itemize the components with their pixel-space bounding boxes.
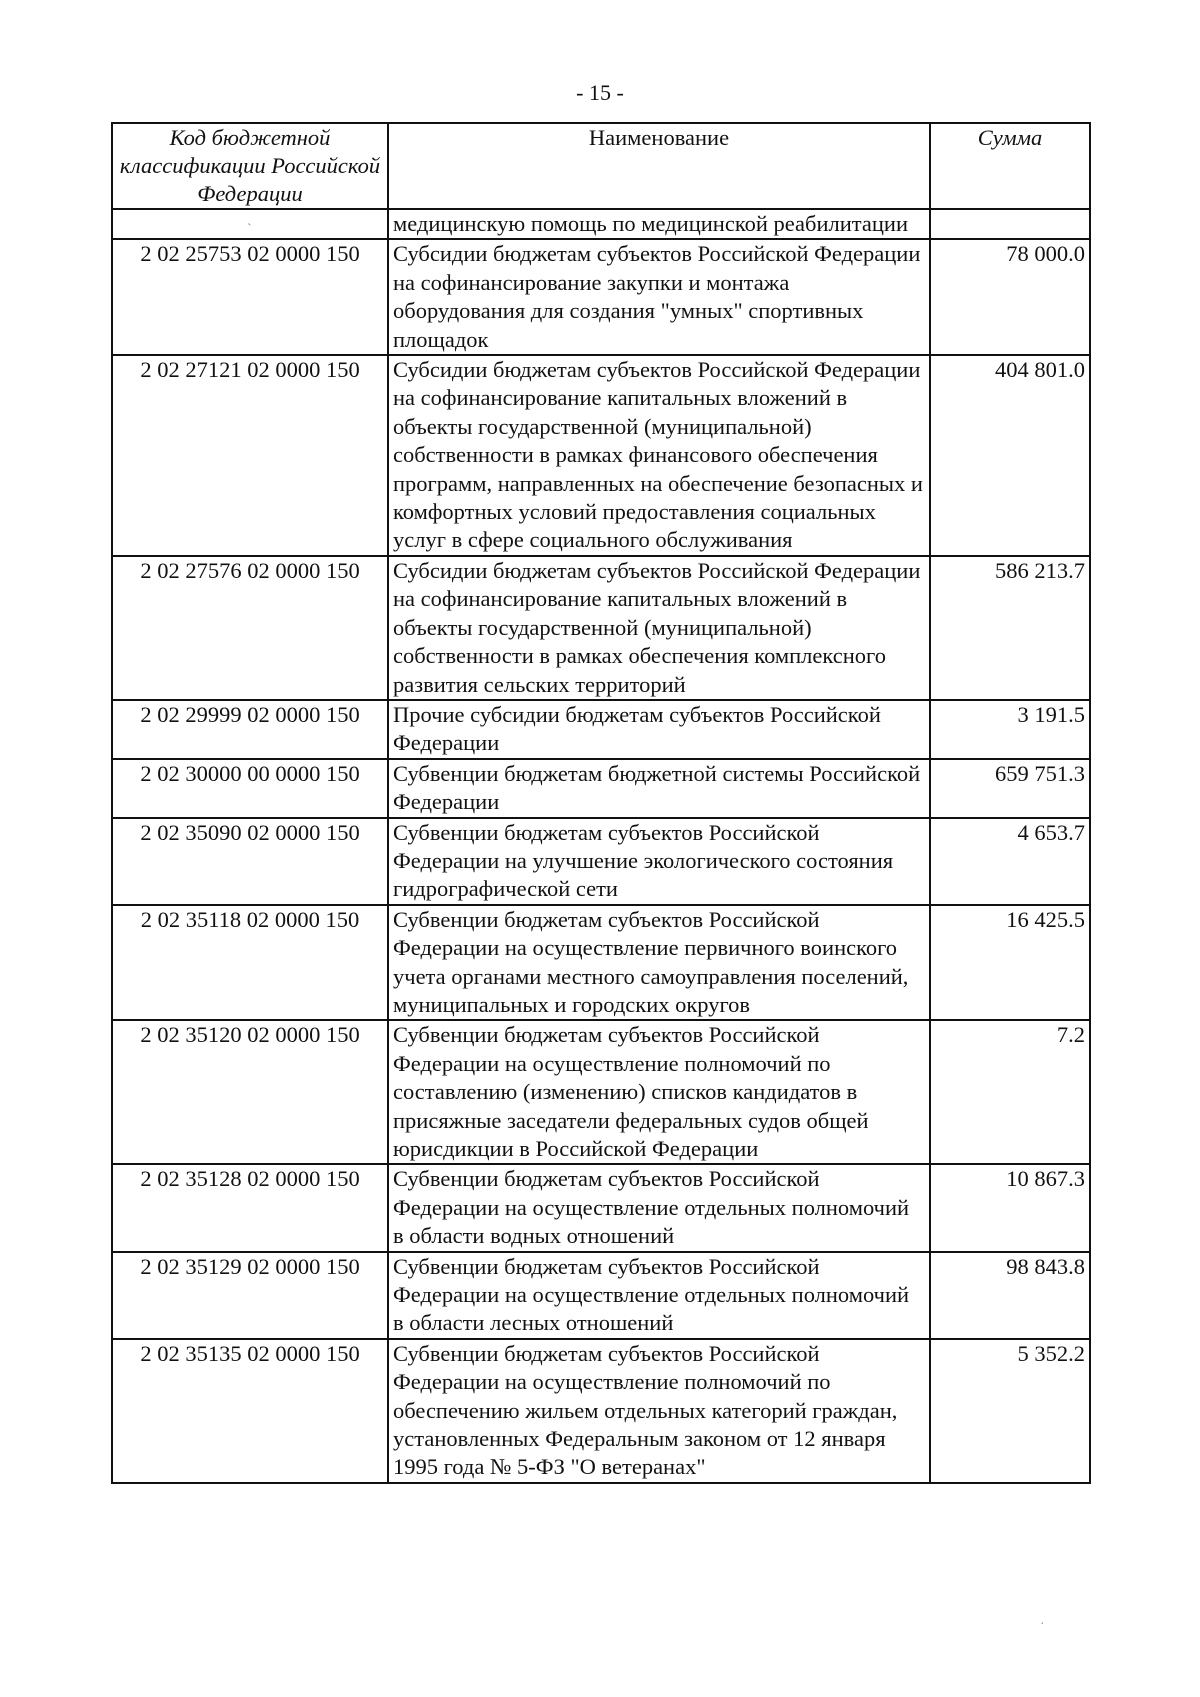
row-sum: 16 425.5	[930, 905, 1090, 1021]
table-row	[112, 1339, 1090, 1483]
row-sum: 586 213.7	[930, 556, 1090, 700]
table-row	[112, 239, 1090, 355]
row-code: 2 02 35128 02 0000 150	[112, 1164, 388, 1251]
page-number: - 15 -	[576, 80, 624, 105]
row-sum	[930, 209, 1090, 239]
row-sum: 659 751.3	[930, 759, 1090, 818]
row-code: 2 02 27121 02 0000 150	[112, 355, 388, 556]
table-row	[112, 700, 1090, 759]
row-code: 2 02 30000 00 0000 150	[112, 759, 388, 818]
row-name: Субвенции бюджетам субъектов Российской Федерации на осуществление отдельных полномочий в области водных отношений	[388, 1164, 930, 1251]
row-name: Субвенции бюджетам субъектов Российской Федерации на улучшение экологического состояния гидрографической сети	[388, 818, 930, 905]
table-row	[112, 1252, 1090, 1339]
row-name: Субсидии бюджетам субъектов Российской Федерации на софинансирование закупки и монтажа оборудования для создания "умных" спортивных площадок	[388, 239, 930, 355]
row-name: Субвенции бюджетам субъектов Российской Федерации на осуществление полномочий по составлению (изменению) списков кандидатов в присяжные заседатели федеральных судов общей юрисдикции в Российской Федерации	[388, 1020, 930, 1164]
row-code: 2 02 35118 02 0000 150	[112, 905, 388, 1021]
scan-artifact-dot: ·	[1040, 1617, 1045, 1632]
row-sum: 7.2	[930, 1020, 1090, 1164]
header-sum: Сумма	[930, 123, 1090, 209]
row-sum: 98 843.8	[930, 1252, 1090, 1339]
row-name: Субвенции бюджетам бюджетной системы Российской Федерации	[388, 759, 930, 818]
table-row	[112, 818, 1090, 905]
row-name: медицинскую помощь по медицинской реабилитации	[388, 209, 930, 239]
table-row	[112, 905, 1090, 1021]
header-code: Код бюджетной классификации Российской Федерации	[112, 123, 388, 209]
table-row	[112, 355, 1090, 556]
row-name: Субвенции бюджетам субъектов Российской Федерации на осуществление отдельных полномочий в области лесных отношений	[388, 1252, 930, 1339]
table-row	[112, 759, 1090, 818]
row-sum: 404 801.0	[930, 355, 1090, 556]
budget-revenue-table	[111, 122, 1091, 1484]
row-name: Субвенции бюджетам субъектов Российской Федерации на осуществление полномочий по обеспечению жильем отдельных категорий граждан, установленных Федеральным законом от 12 января 1995 года № 5-ФЗ "О ветеранах"	[388, 1339, 930, 1483]
table-row	[112, 1020, 1090, 1164]
row-code: 2 02 35120 02 0000 150	[112, 1020, 388, 1164]
row-code: 2 02 27576 02 0000 150	[112, 556, 388, 700]
row-code: 2 02 35135 02 0000 150	[112, 1339, 388, 1483]
row-code: 2 02 35129 02 0000 150	[112, 1252, 388, 1339]
header-name: Наименование	[388, 123, 930, 209]
row-name: Субсидии бюджетам субъектов Российской Федерации на софинансирование капитальных вложений в объекты государственной (муниципальной) собственности в рамках финансового обеспечения программ, направленных на обеспечение безопасных и комфортных условий предоставления социальных услуг в сфере социального обслуживания	[388, 355, 930, 556]
row-code: 2 02 35090 02 0000 150	[112, 818, 388, 905]
row-name: Субсидии бюджетам субъектов Российской Федерации на софинансирование капитальных вложений в объекты государственной (муниципальной) собственности в рамках обеспечения комплексного развития сельских территорий	[388, 556, 930, 700]
row-sum: 78 000.0	[930, 239, 1090, 355]
table-row	[112, 556, 1090, 700]
row-code: 2 02 25753 02 0000 150	[112, 239, 388, 355]
table-header-row	[112, 123, 1090, 209]
table-row	[112, 209, 1090, 239]
row-sum: 3 191.5	[930, 700, 1090, 759]
table-row	[112, 1164, 1090, 1251]
row-code: 2 02 29999 02 0000 150	[112, 700, 388, 759]
scan-artifact-mark: ˋ	[247, 222, 252, 237]
row-name: Субвенции бюджетам субъектов Российской Федерации на осуществление первичного воинского учета органами местного самоуправления поселений, муниципальных и городских округов	[388, 905, 930, 1021]
row-sum: 4 653.7	[930, 818, 1090, 905]
row-name: Прочие субсидии бюджетам субъектов Российской Федерации	[388, 700, 930, 759]
row-sum: 10 867.3	[930, 1164, 1090, 1251]
row-sum: 5 352.2	[930, 1339, 1090, 1483]
